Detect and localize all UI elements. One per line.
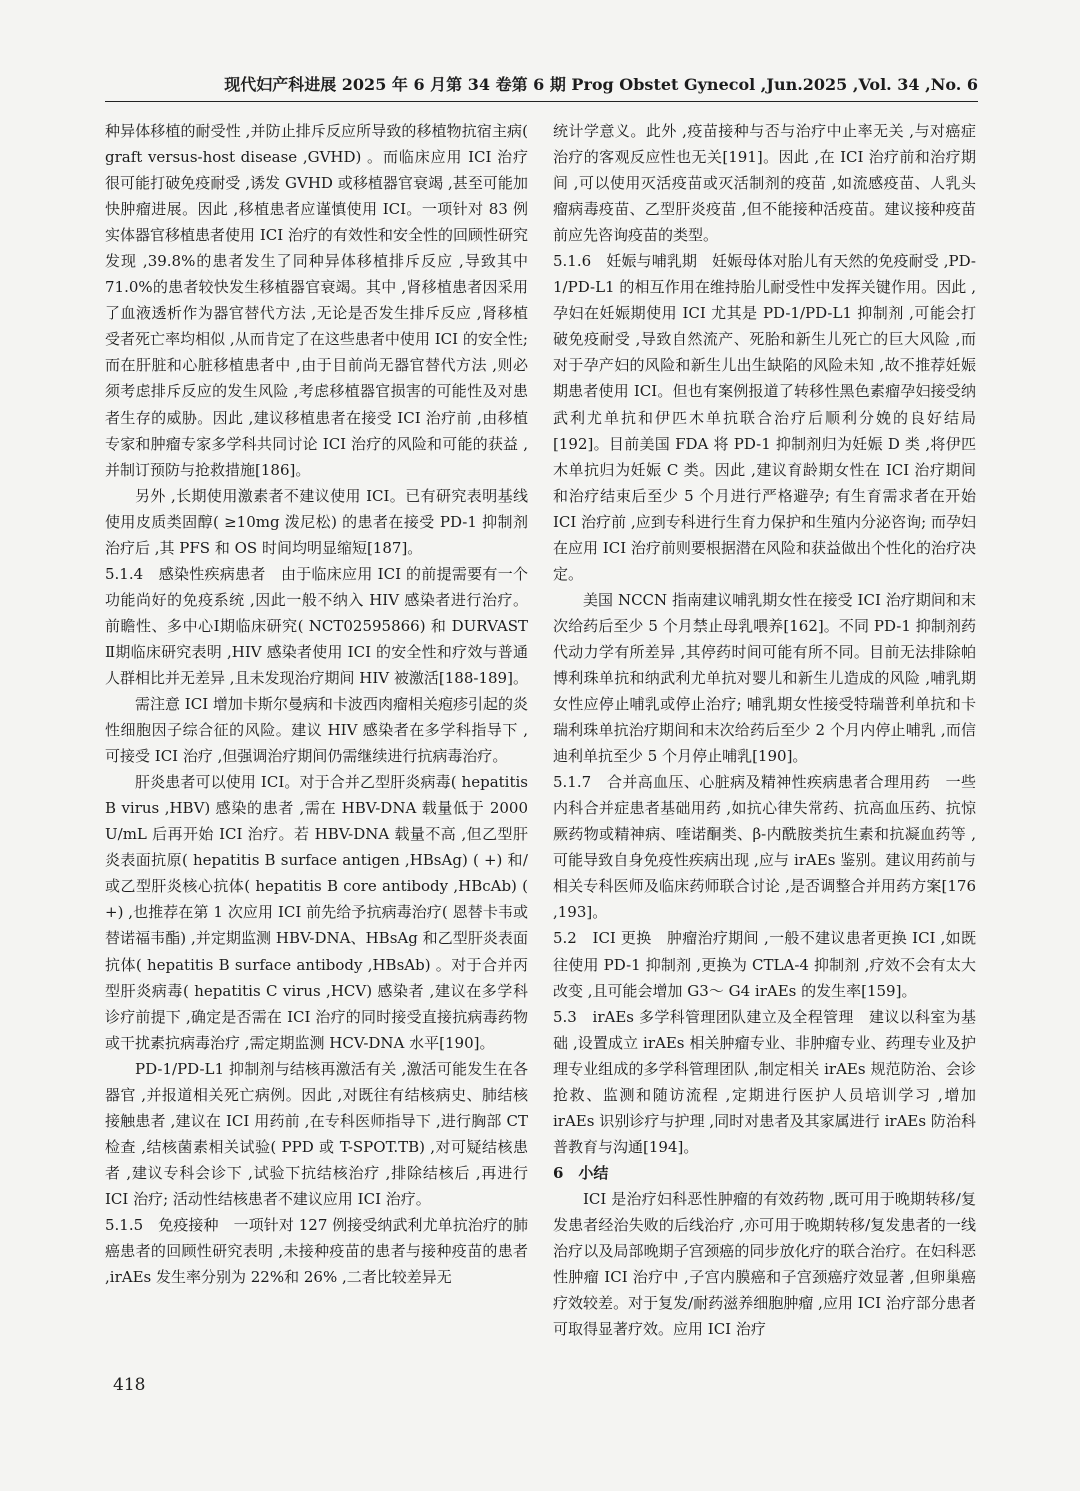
paragraph: 统计学意义。此外 ,疫苗接种与否与治疗中止率无关 ,与对癌症治疗的客观反应性也无关[191]。因此 ,在 ICI 治疗前和治疗期间 ,可以使用灭活疫苗或灭活制剂的疫苗 ,如流感疫苗、人乳头瘤病毒疫苗、乙型肝炎疫苗 ,但不能接种活疫苗。建议接种疫苗前应先咨询疫苗的类型。 xyxy=(553,122,976,245)
page-number: 418 xyxy=(113,1375,146,1395)
paragraph: PD-1/PD-L1 抑制剂与结核再激活有关 ,激活可能发生在各器官 ,并报道相关死亡病例。因此 ,对既往有结核病史、肺结核接触患者 ,建议在 ICI 用药前 ,在专科医师指导下 ,进行胸部 CT 检查 ,结核菌素相关试验( PPD 或 T-SPOT.TB) ,对可疑结核患者 ,建议专科会诊下 ,试验下抗结核治疗 ,排除结核后 ,再进行 ICI 治疗; 活动性结核患者不建议应用 ICI 治疗。 xyxy=(105,1059,528,1208)
paragraph: 需注意 ICI 增加卡斯尔曼病和卡波西肉瘤相关疱疹引起的炎性细胞因子综合征的风险。建议 HIV 感染者在多学科指导下 ,可接受 ICI 治疗 ,但强调治疗期间仍需继续进行抗病毒治疗。 xyxy=(105,695,528,766)
section-paragraph: 5.2 ICI 更换 肿瘤治疗期间 ,一般不建议患者更换 ICI ,如既往使用 PD-1 抑制剂 ,更换为 CTLA-4 抑制剂 ,疗效不会有太大改变 ,且可能会增加 G3～ G4 irAEs 的发生率[159]。 xyxy=(553,929,976,1000)
section-paragraph: 5.1.6 妊娠与哺乳期 妊娠母体对胎儿有天然的免疫耐受 ,PD-1/PD-L1 的相互作用在维持胎儿耐受性中发挥关键作用。因此 ,孕妇在妊娠期使用 ICI 尤其是 PD-1/PD-L1 抑制剂 ,可能会打破免疫耐受 ,导致自然流产、死胎和新生儿死亡的巨大风险 ,而对于孕产妇的风险和新生儿出生缺陷的风险未知 ,故不推荐妊娠期患者使用 ICI。但也有案例报道了转移性黑色素瘤孕妇接受纳武利尤单抗和伊匹木单抗联合治疗后顺利分娩的良好结局[192]。目前美国 FDA 将 PD-1 抑制剂归为妊娠 D 类 ,将伊匹木单抗归为妊娠 C 类。因此 ,建议育龄期女性在 ICI 治疗期间和治疗结束后至少 5 个月进行严格避孕; 有生育需求者在开始 ICI 治疗前 ,应到专科进行生育力保护和生殖内分泌咨询; 而孕妇在应用 ICI 治疗前则要根据潜在风险和获益做出个性化的治疗决定。 xyxy=(553,252,976,583)
section-paragraph: 5.1.7 合并高血压、心脏病及精神性疾病患者合理用药 一些内科合并症患者基础用药 ,如抗心律失常药、抗高血压药、抗惊厥药物或精神病、喹诺酮类、β-内酰胺类抗生素和抗凝血药等 ,可能导致自身免疫性疾病出现 ,应与 irAEs 鉴别。建议用药前与相关专科医师及临床药师联合讨论 ,是否调整合并用药方案[176 ,193]。 xyxy=(553,773,976,922)
section-paragraph: 5.1.4 感染性疾病患者 由于临床应用 ICI 的前提需要有一个功能尚好的免疫系统 ,因此一般不纳入 HIV 感染者进行治疗。前瞻性、多中心Ⅰ期临床研究( NCT02595866) 和 DURVAST Ⅱ期临床研究表明 ,HIV 感染者使用 ICI 的安全性和疗效与普通人群相比并无差异 ,且未发现治疗期间 HIV 被激活[188-189]。 xyxy=(105,564,528,687)
left-column xyxy=(105,118,528,1373)
right-column xyxy=(553,118,976,1373)
section-paragraph: 5.1.5 免疫接种 一项针对 127 例接受纳武利尤单抗治疗的肺癌患者的回顾性研究表明 ,未接种疫苗的患者与接种疫苗的患者 ,irAEs 发生率分别为 22%和 26% ,二者比较差异无 xyxy=(105,1215,528,1287)
section-heading: 6 小结 xyxy=(553,1163,609,1182)
paragraph: 另外 ,长期使用激素者不建议使用 ICI。已有研究表明基线使用皮质类固醇( ≥10mg 泼尼松) 的患者在接受 PD-1 抑制剂治疗后 ,其 PFS 和 OS 时间均明显缩短[187]。 xyxy=(105,486,528,557)
section-paragraph: 5.3 irAEs 多学科管理团队建立及全程管理 建议以科室为基础 ,设置成立 irAEs 相关肿瘤专业、非肿瘤专业、药理专业及护理专业组成的多学科管理团队 ,制定相关 irAEs 规范防治、会诊抢救、监测和随访流程 ,定期进行医护人员培训学习 ,增加 irAEs 识别诊疗与护理 ,同时对患者及其家属进行 irAEs 防治科普教育与沟通[194]。 xyxy=(553,1007,976,1156)
paragraph: 种异体移植的耐受性 ,并防止排斥反应所导致的移植物抗宿主病( graft versus-host disease ,GVHD) 。而临床应用 ICI 治疗很可能打破免疫耐受 ,诱发 GVHD 或移植器官衰竭 ,甚至可能加快肿瘤进展。因此 ,移植患者应谨慎使用 ICI。一项针对 83 例实体器官移植患者使用 ICI 治疗的有效性和安全性的回顾性研究发现 ,39.8%的患者发生了同种异体移植排斥反应 ,导致其中 71.0%的患者较快发生移植器官衰竭。其中 ,肾移植患者因采用了血液透析作为器官替代方法 ,无论是否发生排斥反应 ,肾移植受者死亡率均相似 ,从而肯定了在这些患者中使用 ICI 的安全性; 而在肝脏和心脏移植患者中 ,由于目前尚无器官替代方法 ,则必须考虑排斥反应的发生风险 ,考虑移植器官损害的可能性及对患者生存的威胁。因此 ,建议移植患者在接受 ICI 治疗前 ,由移植专家和肿瘤专家多学科共同讨论 ICI 治疗的风险和可能的获益 ,并制订预防与抢救措施[186]。 xyxy=(105,122,528,479)
paragraph: 肝炎患者可以使用 ICI。对于合并乙型肝炎病毒( hepatitis B virus ,HBV) 感染的患者 ,需在 HBV-DNA 载量低于 2000 U/mL 后再开始 ICI 治疗。若 HBV-DNA 载量不高 ,但乙型肝炎表面抗原( hepatitis B surface antigen ,HBsAg) ( +) 和/或乙型肝炎核心抗体( hepatitis B core antibody ,HBcAb) ( +) ,也推荐在第 1 次应用 ICI 前先给予抗病毒治疗( 恩替卡韦或替诺福韦酯) ,并定期监测 HBV-DNA、HBsAg 和乙型肝炎表面抗体( hepatitis B surface antibody ,HBsAb) 。对于合并丙型肝炎病毒( hepatitis C virus ,HCV) 感染者 ,建议在多学科诊疗前提下 ,确定是否需在 ICI 治疗的同时接受直接抗病毒药物或干扰素抗病毒治疗 ,需定期监测 HCV-DNA 水平[190]。 xyxy=(105,773,528,1052)
paragraph: ICI 是治疗妇科恶性肿瘤的有效药物 ,既可用于晚期转移/复发患者经治失败的后线治疗 ,亦可用于晚期转移/复发患者的一线治疗以及局部晚期子宫颈癌的同步放化疗的联合治疗。在妇科恶性肿瘤 ICI 治疗中 ,子宫内膜癌和子宫颈癌疗效显著 ,但卵巢癌疗效较差。对于复发/耐药滋养细胞肿瘤 ,应用 ICI 治疗部分患者可取得显著疗效。应用 ICI 治疗 xyxy=(553,1189,976,1339)
paragraph: 美国 NCCN 指南建议哺乳期女性在接受 ICI 治疗期间和末次给药后至少 5 个月禁止母乳喂养[162]。不同 PD-1 抑制剂药代动力学有所差异 ,其停药时间可能有所不同。目前无法排除帕博利珠单抗和纳武利尤单抗对婴儿和新生儿造成的风险 ,哺乳期女性应停止哺乳或停止治疗; 哺乳期女性接受特瑞普利单抗和卡瑞利珠单抗治疗期间和末次给药后至少 2 个月内停止哺乳 ,而信迪利单抗至少 5 个月停止哺乳[190]。 xyxy=(553,590,976,766)
header-rule xyxy=(105,101,978,102)
running-header: 现代妇产科进展 2025 年 6 月第 34 卷第 6 期 Prog Obstet Gynecol ,Jun.2025 ,Vol. 34 ,No. 6 xyxy=(224,75,978,94)
